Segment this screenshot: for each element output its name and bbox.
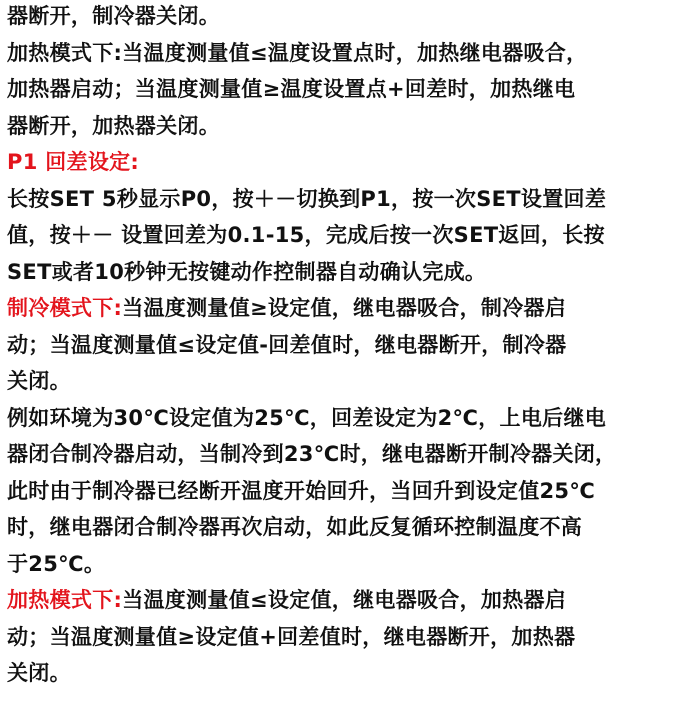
text-segment: 时，继电器闭合制冷器再次启动，如此反复循环控制温度不高 [7, 515, 583, 539]
text-line [7, 546, 677, 583]
text-segment: 动；当温度测量值≥设定值+回差值时，继电器断开，加热器 [7, 624, 576, 649]
heading-text: 制冷模式下: [7, 296, 123, 320]
text-segment: 当温度测量值≥设定值，继电器吸合，制冷器启 [122, 296, 567, 320]
text-line [7, 71, 677, 108]
text-segment: 值，按＋－ 设置回差为0.1-15，完成后按一次SET返回，长按 [7, 223, 605, 247]
text-line [7, 0, 677, 35]
text-segment: 加热模式下:当温度测量值≤温度设置点时，加热继电器吸合， [7, 40, 588, 65]
heading-text: P1 回差设定: [7, 150, 140, 174]
text-segment: 例如环境为30℃设定值为25℃，回差设定为2℃，上电后继电 [7, 405, 607, 430]
text-segment: 器断开，制冷器关闭。 [7, 4, 220, 28]
text-line [7, 619, 677, 656]
text-line [7, 509, 677, 546]
text-line [7, 35, 677, 72]
section-heading-p1 [7, 144, 677, 181]
text-line [7, 254, 677, 291]
text-line [7, 217, 677, 254]
instruction-document [7, 0, 677, 692]
heading-text: 加热模式下: [7, 588, 123, 612]
text-line [7, 400, 677, 437]
text-line [7, 108, 677, 145]
text-segment: 当温度测量值≤设定值，继电器吸合，加热器启 [122, 588, 567, 612]
text-line [7, 436, 677, 473]
text-segment: SET或者10秒钟无按键动作控制器自动确认完成。 [7, 259, 487, 284]
text-line [7, 473, 677, 510]
text-segment: 关闭。 [7, 661, 71, 685]
text-segment: 长按SET 5秒显示P0，按＋－切换到P1，按一次SET设置回差 [7, 186, 607, 211]
text-segment: 器闭合制冷器启动，当制冷到23℃时，继电器断开制冷器关闭， [7, 442, 617, 466]
text-segment: 关闭。 [7, 369, 71, 393]
text-segment: 此时由于制冷器已经断开温度开始回升，当回升到设定值25℃ [7, 478, 596, 503]
text-segment: 动；当温度测量值≤设定值-回差值时，继电器断开，制冷器 [7, 332, 567, 357]
heating-mode-line [7, 582, 677, 619]
text-line [7, 655, 677, 692]
text-segment: 器断开，加热器关闭。 [7, 113, 220, 138]
text-line [7, 363, 677, 400]
text-line [7, 327, 677, 364]
text-segment: 加热器启动；当温度测量值≥温度设置点+回差时，加热继电 [7, 77, 576, 101]
cooling-mode-line [7, 290, 677, 327]
text-segment: 于25℃。 [7, 551, 106, 576]
text-line [7, 181, 677, 218]
